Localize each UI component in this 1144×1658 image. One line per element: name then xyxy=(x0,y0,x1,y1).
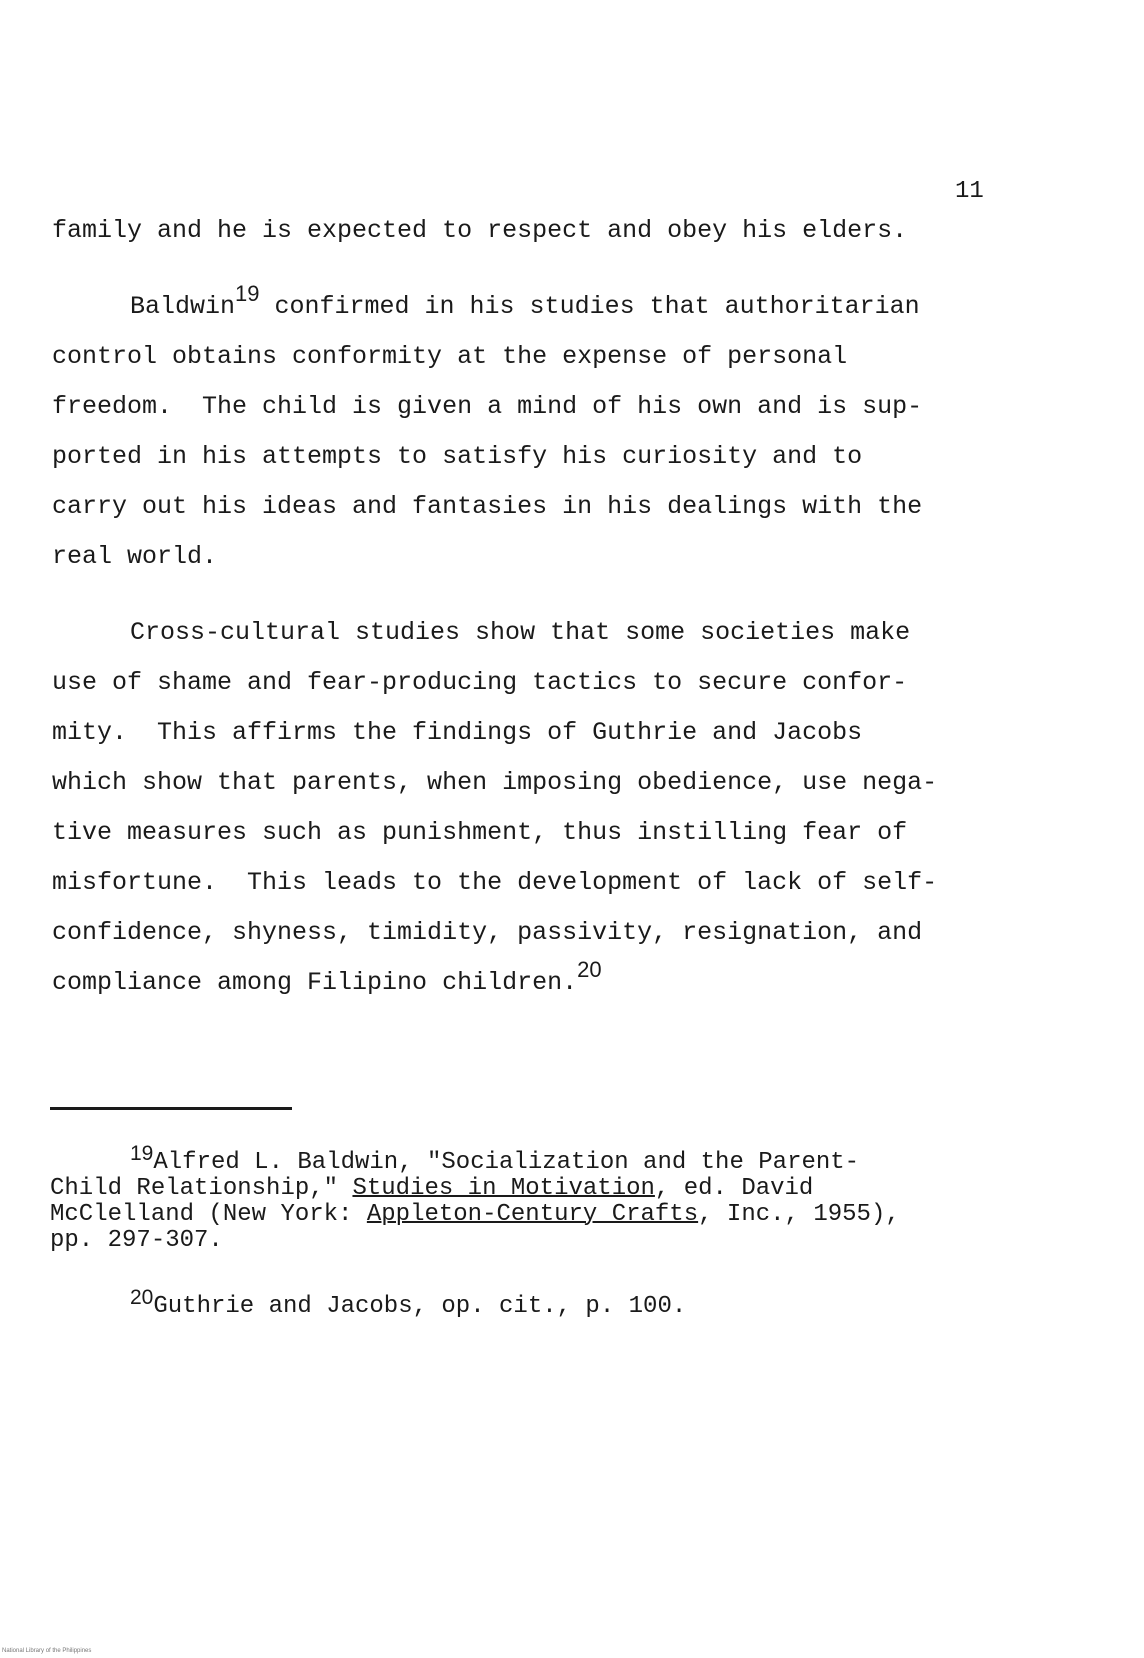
text-line xyxy=(130,281,920,322)
book-title: Studies in Motivation xyxy=(352,1175,655,1202)
scan-stamp: National Library of the Philippines xyxy=(2,1648,92,1654)
text-line: real world. xyxy=(52,542,218,571)
footnote-19-line xyxy=(50,1202,900,1228)
text-line: mity. This affirms the findings of Guthrie and Jacobs xyxy=(52,718,863,747)
text-line: Cross-cultural studies show that some societies make xyxy=(130,618,911,647)
footnote-marker-20: 20 xyxy=(130,1286,154,1309)
text-line: control obtains conformity at the expense of personal xyxy=(52,342,848,371)
footnote-19-line xyxy=(130,1142,860,1176)
text-line: freedom. The child is given a mind of his own and is sup- xyxy=(52,392,923,421)
footnote-ref-19: 19 xyxy=(235,281,260,306)
text-span: Baldwin xyxy=(130,292,236,321)
text-span: Child Relationship," xyxy=(50,1175,353,1202)
text-line: carry out his ideas and fantasies in his dealings with the xyxy=(52,492,923,521)
footnote-rule xyxy=(50,1107,292,1110)
text-span: , Inc., 1955), xyxy=(698,1201,900,1228)
text-line: tive measures such as punishment, thus instilling fear of xyxy=(52,818,908,847)
text-line: confidence, shyness, timidity, passivity, resignation, and xyxy=(52,918,923,947)
footnote-ref-20: 20 xyxy=(577,957,602,982)
text-line xyxy=(52,957,602,998)
text-span: McClelland (New York: xyxy=(50,1201,367,1228)
text-span: , ed. David xyxy=(654,1175,814,1202)
text-span: compliance among Filipino children. xyxy=(52,968,578,997)
text-line: ported in his attempts to satisfy his curiosity and to xyxy=(52,442,863,471)
footnote-19-line: pp. 297-307. xyxy=(50,1227,223,1254)
publisher-name: Appleton-Century Crafts xyxy=(366,1201,699,1228)
footnote-marker-19: 19 xyxy=(130,1142,154,1165)
text-span: Guthrie and Jacobs, op. cit., p. 100. xyxy=(153,1293,687,1320)
footnote-20-line xyxy=(130,1286,687,1320)
text-line: which show that parents, when imposing obedience, use nega- xyxy=(52,768,938,797)
text-line: use of shame and fear-producing tactics to secure confor- xyxy=(52,668,908,697)
text-span: confirmed in his studies that authoritarian xyxy=(259,292,920,321)
footnote-19-line xyxy=(50,1176,813,1202)
page-number: 11 xyxy=(955,178,984,205)
text-line: misfortune. This leads to the development of lack of self- xyxy=(52,868,938,897)
text-line: family and he is expected to respect and obey his elders. xyxy=(52,216,908,245)
text-span: Alfred L. Baldwin, "Socialization and the Parent- xyxy=(153,1149,860,1176)
